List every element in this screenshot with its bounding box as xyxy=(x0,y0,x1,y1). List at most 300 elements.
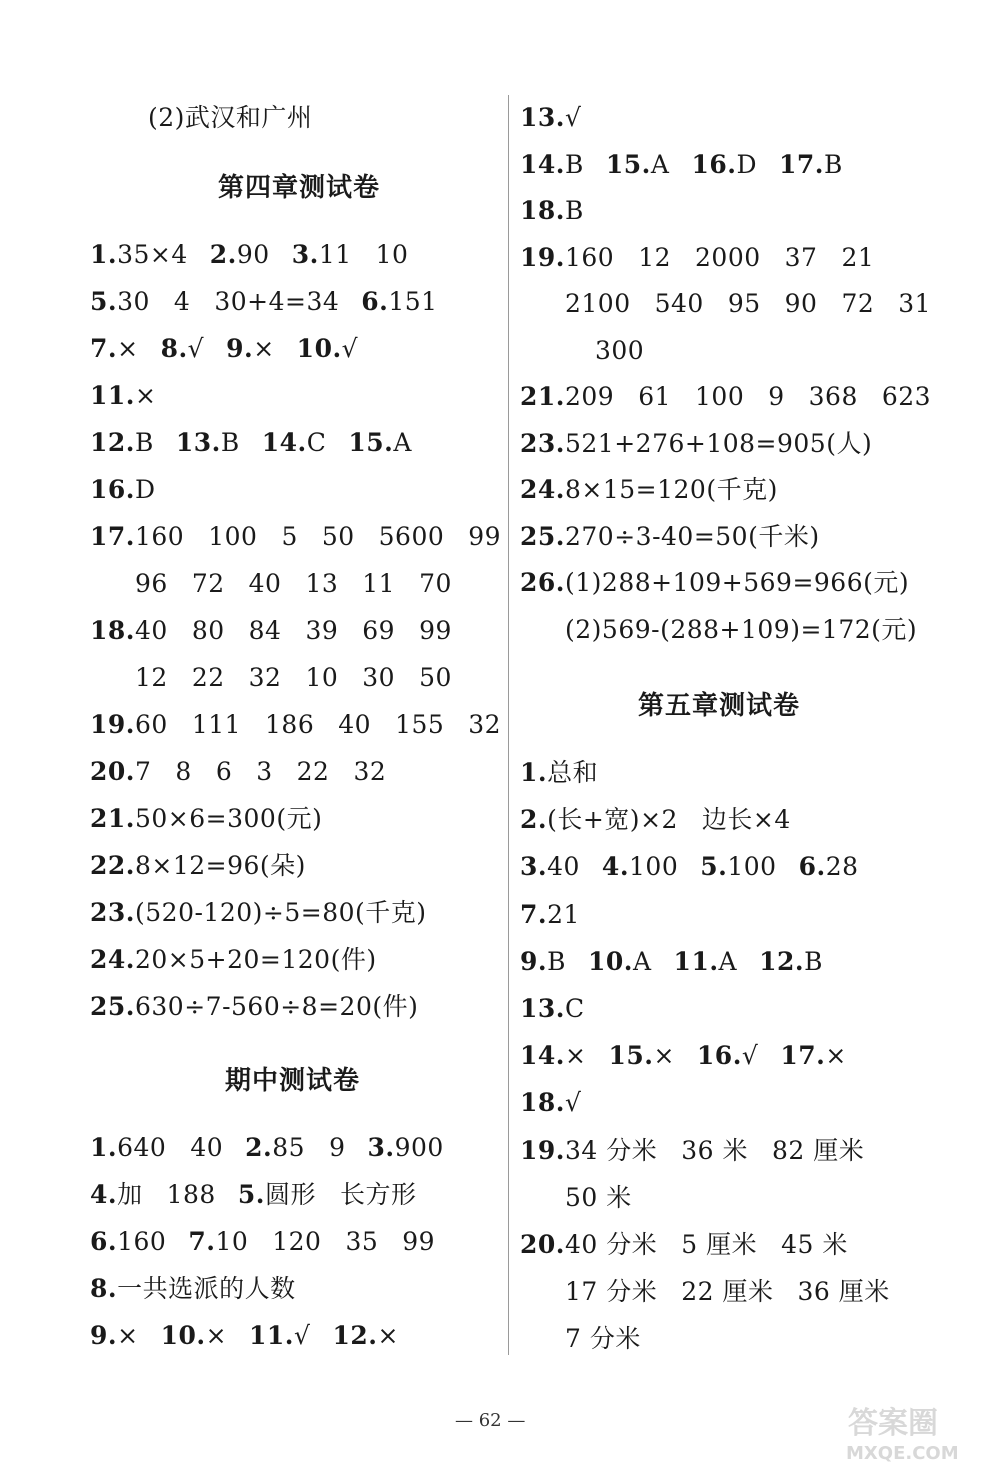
answer-line xyxy=(520,196,606,226)
question-number: 4. xyxy=(601,852,630,882)
answer-value: 188 xyxy=(166,1180,216,1209)
question-number: 12. xyxy=(759,946,805,976)
answer-value: 82 厘米 xyxy=(772,1135,865,1165)
answer-value: 35×4 xyxy=(117,240,188,269)
answer-value: × xyxy=(135,381,157,410)
answer-value: × xyxy=(653,1041,675,1071)
answer-value: 7 分米 xyxy=(565,1324,641,1354)
answer-item xyxy=(90,522,501,552)
answer-value: 95 xyxy=(727,289,761,318)
answer-item xyxy=(90,240,188,270)
answer-item xyxy=(176,428,240,458)
question-number: 4. xyxy=(90,1180,118,1209)
answer-item xyxy=(565,615,917,645)
question-number: 3. xyxy=(367,1133,395,1162)
answer-value: × xyxy=(565,1041,587,1071)
answer-item xyxy=(90,710,501,740)
answer-value: 10 xyxy=(305,663,339,692)
answer-value: 10 xyxy=(215,1227,249,1256)
question-number: 23. xyxy=(90,898,135,927)
answer-value: 120 xyxy=(272,1227,322,1256)
answer-line xyxy=(90,616,474,646)
question-number: 1. xyxy=(90,1133,118,1162)
answer-value: 30+4=34 xyxy=(214,287,340,316)
answer-value: 5 厘米 xyxy=(681,1230,758,1259)
answer-value: 9 xyxy=(768,382,785,411)
question-number: 7. xyxy=(188,1227,216,1256)
answer-item xyxy=(90,1321,139,1351)
question-number: 24. xyxy=(90,945,135,974)
answer-item xyxy=(90,475,156,505)
answer-value: 40 分米 xyxy=(565,1230,658,1259)
answer-item xyxy=(90,1227,166,1257)
question-number: 26. xyxy=(520,568,565,597)
answer-line xyxy=(135,569,474,599)
answer-value: 84 xyxy=(248,616,282,645)
answer-value: B xyxy=(804,946,823,976)
question-number: 16. xyxy=(696,1041,742,1071)
question-number: 7. xyxy=(520,899,548,929)
answer-item xyxy=(367,1133,443,1163)
answer-value: 30 xyxy=(117,287,150,316)
answer-value: 96 xyxy=(135,569,168,598)
answer-item xyxy=(520,568,909,598)
answer-item xyxy=(602,852,678,882)
answer-value: √ xyxy=(341,334,359,363)
answer-item xyxy=(697,1041,758,1071)
answer-line xyxy=(520,150,865,180)
answer-value: (1)288+109+569=966(元) xyxy=(565,568,910,597)
question-number: 23. xyxy=(520,428,565,458)
answer-line xyxy=(565,289,953,319)
answer-value: 155 xyxy=(395,710,445,739)
question-number: 11. xyxy=(673,946,719,976)
answer-item xyxy=(90,1133,223,1163)
answer-item xyxy=(565,1183,632,1213)
answer-value: 34 分米 xyxy=(565,1135,658,1165)
question-number: 5. xyxy=(237,1180,265,1209)
answer-value: A xyxy=(632,946,652,976)
answer-line xyxy=(520,900,602,930)
answer-line xyxy=(520,568,931,598)
answer-value: √ xyxy=(294,1321,311,1350)
answer-value: 80 xyxy=(191,616,225,645)
answer-value: 28 xyxy=(825,852,859,882)
answer-item xyxy=(759,947,823,977)
answer-value: 69 xyxy=(362,616,396,645)
question-number: 11. xyxy=(249,1321,295,1350)
answer-value: B xyxy=(823,149,843,179)
answer-value: 39 xyxy=(305,616,339,645)
answer-item xyxy=(90,898,427,928)
answer-item xyxy=(520,1041,586,1071)
question-number: 12. xyxy=(90,428,135,457)
answer-line xyxy=(90,1274,318,1304)
answer-item xyxy=(595,336,644,366)
answer-item xyxy=(799,852,859,882)
answer-value: 总和 xyxy=(547,758,599,787)
answer-value: 圆形 xyxy=(264,1180,316,1209)
answer-value: (520-120)÷5=80(千克) xyxy=(135,898,427,927)
answer-line xyxy=(90,240,430,270)
question-number: 16. xyxy=(90,475,135,504)
answer-value: 99 xyxy=(419,616,452,645)
answer-value: 5600 xyxy=(378,522,445,551)
answer-value: 4 xyxy=(173,287,191,316)
question-number: 13. xyxy=(520,994,565,1023)
question-number: 2. xyxy=(245,1133,273,1162)
question-number: 18. xyxy=(90,616,135,645)
answer-value: 72 xyxy=(191,569,225,598)
answer-value: D xyxy=(135,475,156,504)
question-number: 18. xyxy=(520,1088,565,1118)
answer-value: 160 xyxy=(135,522,185,551)
answer-item xyxy=(249,1321,310,1351)
answer-line xyxy=(520,1041,869,1071)
question-number: 10. xyxy=(587,946,633,976)
answer-value: 160 xyxy=(117,1227,167,1256)
answer-line xyxy=(90,1227,457,1257)
answer-item xyxy=(520,522,820,552)
answer-value: √ xyxy=(565,103,582,132)
answer-line xyxy=(90,1321,421,1351)
question-number: 21. xyxy=(90,804,135,833)
answer-value: 7 xyxy=(135,757,152,786)
answer-value: (长+宽)×2 xyxy=(547,805,678,835)
question-number: 12. xyxy=(332,1321,378,1350)
answer-item xyxy=(90,1274,296,1304)
answer-value: 36 米 xyxy=(681,1135,749,1165)
answer-item xyxy=(565,1277,890,1307)
answer-value: A xyxy=(650,149,670,179)
answer-value: 2000 xyxy=(695,242,761,272)
question-number: 1. xyxy=(90,240,118,269)
answer-value: √ xyxy=(187,334,205,363)
answer-item xyxy=(226,334,275,364)
answer-line xyxy=(90,428,434,458)
answer-value: 9 xyxy=(329,1133,346,1162)
answer-value: B xyxy=(547,946,566,976)
answer-item xyxy=(691,150,757,180)
answer-value: C xyxy=(565,994,585,1023)
question-number: 2. xyxy=(520,805,548,835)
answer-line xyxy=(90,287,460,317)
answer-line xyxy=(520,103,603,133)
answer-value: 270÷3-40=50(千米) xyxy=(565,521,820,551)
answer-line xyxy=(520,382,953,412)
question-number: 24. xyxy=(520,475,565,504)
answer-value: 60 xyxy=(135,710,168,739)
watermark-logo xyxy=(840,1395,990,1465)
answer-line xyxy=(520,243,896,273)
answer-item xyxy=(700,852,776,882)
question-number: 19. xyxy=(90,710,135,739)
answer-item xyxy=(565,289,931,319)
answer-value: 8×12=96(朵) xyxy=(135,851,306,880)
answer-line xyxy=(90,710,523,740)
answer-line xyxy=(520,522,842,552)
question-number: 1. xyxy=(520,758,548,787)
answer-line xyxy=(90,475,178,505)
answer-item xyxy=(565,1324,641,1354)
answer-value: A xyxy=(718,946,738,976)
answer-item xyxy=(161,334,205,364)
answer-value: 17 分米 xyxy=(565,1277,658,1307)
chapter4-title: 第四章测试卷 xyxy=(218,173,381,203)
answer-value: 900 xyxy=(394,1133,444,1162)
answer-value: 8 xyxy=(175,757,192,786)
answer-value: 加 xyxy=(117,1180,143,1209)
answer-value: 21 xyxy=(547,899,580,929)
answer-item xyxy=(135,663,452,693)
answer-value: 22 xyxy=(296,757,330,786)
answer-value: 31 xyxy=(898,289,932,318)
answer-line xyxy=(520,805,813,835)
answer-value: 37 xyxy=(784,242,818,272)
answer-item xyxy=(348,428,412,458)
answer-value: 11 xyxy=(362,569,396,598)
left-column xyxy=(90,0,500,1380)
answer-item xyxy=(520,1088,581,1118)
question-number: 8. xyxy=(90,1274,118,1303)
question-number: 18. xyxy=(520,196,565,225)
answer-value: 100 xyxy=(208,522,258,551)
answer-item xyxy=(780,1041,846,1071)
answer-line xyxy=(520,758,620,788)
answer-value: 99 xyxy=(402,1227,436,1256)
watermark-line2: MXQE.COM xyxy=(846,1443,959,1464)
answer-value: 521+276+108=905(人) xyxy=(565,428,873,458)
question-number: 14. xyxy=(520,1041,565,1071)
answer-line xyxy=(90,381,178,411)
answer-line xyxy=(90,804,344,834)
answer-value: 30 xyxy=(362,663,396,692)
answer-value: 长方形 xyxy=(339,1180,417,1209)
answer-item xyxy=(520,382,931,412)
answer-item xyxy=(90,616,452,646)
answer-value: 12 xyxy=(135,663,168,692)
answer-item xyxy=(520,1230,848,1260)
answer-value: 3 xyxy=(256,757,273,786)
answer-item xyxy=(90,851,306,881)
question-number: 19. xyxy=(520,242,565,272)
answer-item xyxy=(332,1321,398,1351)
answer-item xyxy=(608,1041,674,1071)
answer-line xyxy=(595,336,666,366)
answer-item xyxy=(520,1136,864,1166)
answer-value: 6 xyxy=(215,757,233,786)
answer-value: √ xyxy=(565,1088,582,1118)
answer-value: 32 xyxy=(248,663,282,692)
question-number: 17. xyxy=(90,522,135,551)
answer-value: D xyxy=(736,149,757,179)
question-number: 7. xyxy=(90,334,118,363)
answer-item xyxy=(90,334,139,364)
answer-value: √ xyxy=(741,1041,759,1071)
answer-item xyxy=(520,475,778,505)
answer-line xyxy=(520,429,894,459)
answer-value: 623 xyxy=(881,382,932,411)
answer-item xyxy=(520,947,566,977)
question-number: 10. xyxy=(160,1321,206,1350)
answer-value: 100 xyxy=(727,852,777,882)
answer-value: 5 xyxy=(281,522,298,551)
answer-line xyxy=(90,522,523,552)
answer-value: 12 xyxy=(638,242,672,272)
answer-value: 111 xyxy=(191,710,242,739)
answer-value: 8×15=120(千克) xyxy=(565,475,778,504)
right-column xyxy=(520,0,940,1380)
answer-line xyxy=(520,475,800,505)
answer-value: × xyxy=(377,1321,399,1350)
answer-value: 50 xyxy=(419,663,452,692)
question-number: 17. xyxy=(780,1041,826,1071)
answer-value: 2100 xyxy=(565,289,631,318)
question-number: 19. xyxy=(520,1135,565,1165)
answer-line xyxy=(90,945,399,975)
answer-line xyxy=(90,898,449,928)
answer-value: 540 xyxy=(654,289,704,318)
question-number: 14. xyxy=(261,428,307,457)
answer-value: 40 xyxy=(338,710,372,739)
answer-line xyxy=(565,615,939,645)
answer-line xyxy=(520,1136,886,1166)
answer-item xyxy=(262,428,327,458)
answer-line xyxy=(565,1183,654,1213)
answer-value: 70 xyxy=(419,569,452,598)
answer-item xyxy=(188,1227,435,1257)
answer-line xyxy=(90,757,408,787)
answer-item xyxy=(90,804,322,834)
answer-value: B xyxy=(135,428,154,457)
answer-item xyxy=(520,805,791,835)
answer-line xyxy=(135,663,474,693)
answer-value: 36 厘米 xyxy=(797,1277,890,1307)
answer-item xyxy=(238,1180,417,1210)
answer-line xyxy=(90,1133,466,1163)
answer-value: 368 xyxy=(808,382,858,411)
answer-value: 99 xyxy=(468,522,502,551)
question-number: 25. xyxy=(90,992,135,1021)
question-number: 20. xyxy=(520,1230,565,1259)
question-number: 20. xyxy=(90,757,135,786)
answer-item xyxy=(606,150,670,180)
question-number: 21. xyxy=(520,382,565,411)
midterm-title: 期中测试卷 xyxy=(225,1066,361,1096)
answer-value: 45 米 xyxy=(781,1230,848,1259)
answer-line xyxy=(90,851,328,881)
answer-value: 151 xyxy=(388,287,438,316)
answer-value: × xyxy=(205,1321,228,1350)
answer-value: 21 xyxy=(841,242,875,272)
question-number: 14. xyxy=(520,149,565,179)
answer-value: 40 xyxy=(547,852,580,882)
answer-value: 50 xyxy=(321,522,355,551)
answer-line xyxy=(520,1230,870,1260)
question-number: 15. xyxy=(608,1041,654,1071)
chapter5-title: 第五章测试卷 xyxy=(638,691,801,721)
answer-item xyxy=(361,287,437,317)
answer-value: 186 xyxy=(265,710,315,739)
answer-value: B xyxy=(220,428,240,457)
question-number: 2. xyxy=(209,240,237,269)
answer-value: 90 xyxy=(784,289,818,318)
question-number: 10. xyxy=(296,334,342,363)
answer-item xyxy=(520,243,874,273)
answer-line xyxy=(90,992,440,1022)
answer-line xyxy=(565,1324,663,1354)
answer-value: 10 xyxy=(375,240,409,269)
answer-line xyxy=(520,1088,603,1118)
answer-item xyxy=(520,900,580,930)
question-number: 13. xyxy=(520,103,565,132)
question-number: 3. xyxy=(520,852,548,882)
answer-value: 61 xyxy=(638,382,672,411)
answer-value: 40 xyxy=(190,1133,224,1162)
answer-item xyxy=(674,947,738,977)
answer-value: 32 xyxy=(353,757,387,786)
answer-value: 边长×4 xyxy=(701,805,791,835)
answer-item xyxy=(588,947,652,977)
question-number: 8. xyxy=(160,334,188,363)
answer-line xyxy=(90,334,380,364)
answer-item xyxy=(90,1180,216,1210)
answer-line xyxy=(520,994,607,1024)
answer-item xyxy=(779,150,843,180)
answer-value: 40 xyxy=(248,569,282,598)
answer-item xyxy=(520,150,584,180)
answer-value: 209 xyxy=(565,382,615,411)
answer-item xyxy=(210,240,270,270)
question-number: 6. xyxy=(90,1227,118,1256)
answer-line xyxy=(90,1180,438,1210)
answer-line xyxy=(520,947,845,977)
answer-value: (2)569-(288+109)=172(元) xyxy=(565,614,918,644)
answer-value: 一共选派的人数 xyxy=(117,1274,296,1303)
page-number: — 62 — xyxy=(455,1410,526,1431)
answer-item xyxy=(520,196,584,226)
answer-line xyxy=(565,1277,912,1307)
question-number: 25. xyxy=(520,521,565,551)
question-number: 15. xyxy=(605,149,651,179)
question-number: 6. xyxy=(361,287,389,316)
question-number: 5. xyxy=(700,852,728,882)
answer-item xyxy=(520,994,585,1024)
answer-item xyxy=(292,240,409,270)
answer-value: 11 xyxy=(318,240,352,269)
question-number: 13. xyxy=(175,428,221,457)
answer-item xyxy=(297,334,358,364)
answer-value: 640 xyxy=(117,1133,167,1162)
question-number: 16. xyxy=(691,149,737,179)
answer-value: B xyxy=(565,149,584,179)
answer-value: 90 xyxy=(236,240,270,269)
answer-value: 13 xyxy=(305,569,339,598)
answer-value: × xyxy=(825,1041,847,1071)
answer-item xyxy=(520,103,581,133)
answer-item xyxy=(520,852,580,882)
answer-item xyxy=(161,1321,227,1351)
answer-value: 40 xyxy=(135,616,168,645)
answer-item xyxy=(90,381,156,411)
answer-item xyxy=(245,1133,345,1163)
question-number: 17. xyxy=(778,149,824,179)
question-number: 9. xyxy=(226,334,254,363)
answer-item xyxy=(520,429,872,459)
answer-value: 50×6=300(元) xyxy=(135,804,323,833)
answer-value: 160 xyxy=(565,242,615,272)
question-number: 9. xyxy=(90,1321,118,1350)
